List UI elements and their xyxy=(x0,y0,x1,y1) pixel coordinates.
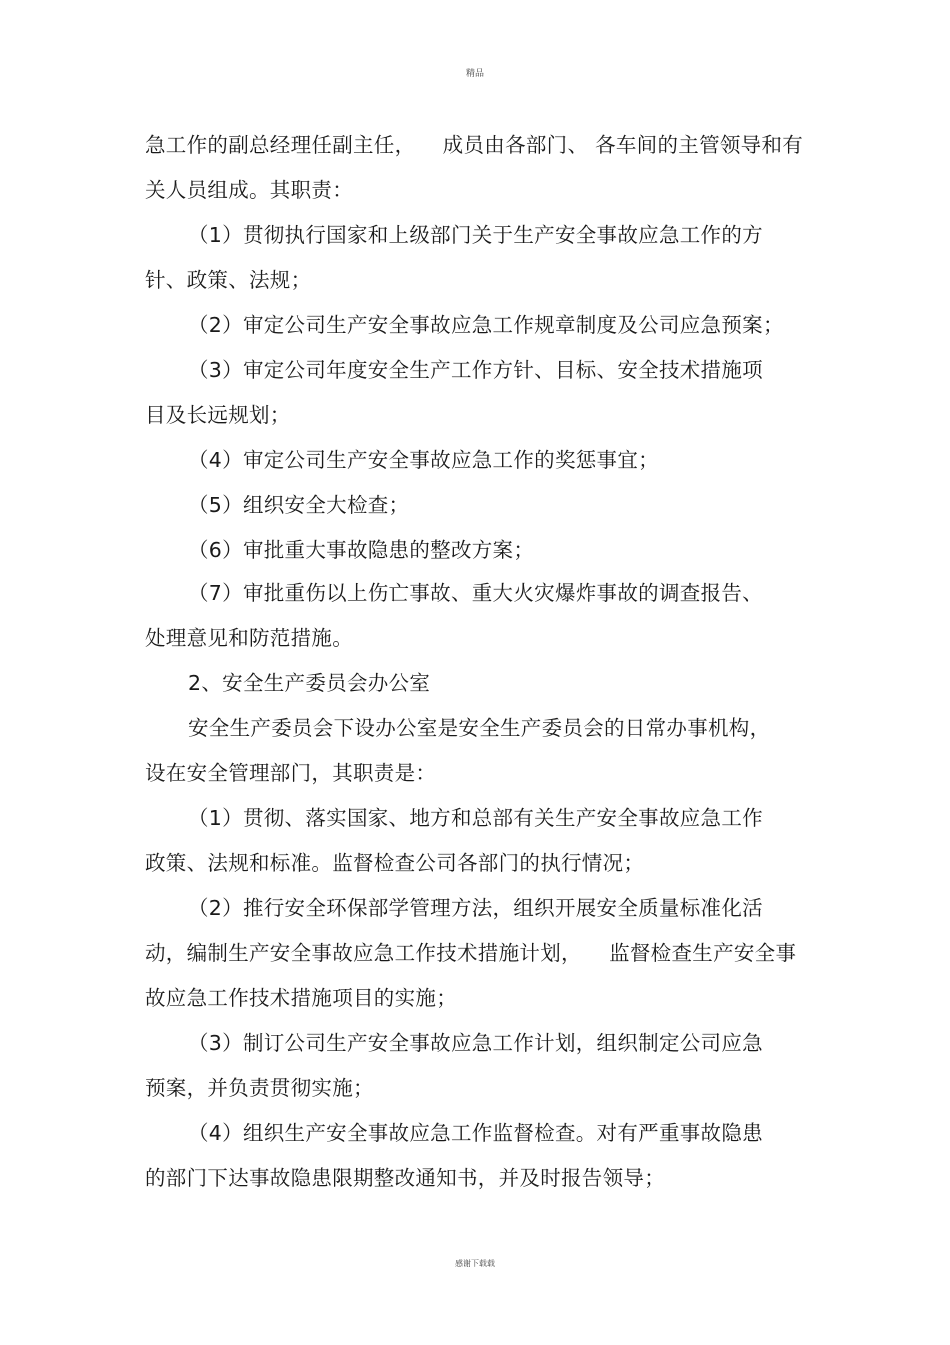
text-line: （3）审定公司年度安全生产工作方针、目标、安全技术措施项 xyxy=(188,358,763,382)
text-line: （2）审定公司生产安全事故应急工作规章制度及公司应急预案； xyxy=(188,313,784,337)
text-line: 动，编制生产安全事故应急工作技术措施计划， 监督检查生产安全事 xyxy=(145,941,797,965)
text-line: （4）组织生产安全事故应急工作监督检查。对有严重事故隐患 xyxy=(188,1121,763,1145)
page-header: 精品 xyxy=(465,69,484,79)
text-line: 故应急工作技术措施项目的实施； xyxy=(145,986,457,1010)
text-line: （6）审批重大事故隐患的整改方案； xyxy=(188,538,535,562)
section-heading: 2、安全生产委员会办公室 xyxy=(188,671,431,695)
text-line: （7）审批重伤以上伤亡事故、重大火灾爆炸事故的调查报告、 xyxy=(188,581,763,605)
text-line: 处理意见和防范措施。 xyxy=(145,626,353,650)
text-line: 急工作的副总经理任副主任， 成员由各部门、 各车间的主管领导和有 xyxy=(145,133,804,157)
text-line: （1）贯彻、落实国家、地方和总部有关生产安全事故应急工作 xyxy=(188,806,763,830)
text-line: （3）制订公司生产安全事故应急工作计划，组织制定公司应急 xyxy=(188,1031,763,1055)
text-line: 政策、法规和标准。监督检查公司各部门的执行情况； xyxy=(145,851,645,875)
page-footer: 感谢下载载 xyxy=(455,1259,495,1268)
text-line: （5）组织安全大检查； xyxy=(188,493,410,517)
text-line: 关人员组成。其职责： xyxy=(145,178,353,202)
text-line: （4）审定公司生产安全事故应急工作的奖惩事宜； xyxy=(188,448,659,472)
text-line: （1）贯彻执行国家和上级部门关于生产安全事故应急工作的方 xyxy=(188,223,763,247)
text-line: （2）推行安全环保部学管理方法，组织开展安全质量标准化活 xyxy=(188,896,763,920)
text-line: 针、政策、法规； xyxy=(145,268,312,292)
text-line: 目及长远规划； xyxy=(145,403,291,427)
text-line: 设在安全管理部门，其职责是： xyxy=(145,761,437,785)
text-line: 预案，并负责贯彻实施； xyxy=(145,1076,374,1100)
text-line: 安全生产委员会下设办公室是安全生产委员会的日常办事机构， xyxy=(188,716,771,740)
text-line: 的部门下达事故隐患限期整改通知书，并及时报告领导； xyxy=(145,1166,665,1190)
